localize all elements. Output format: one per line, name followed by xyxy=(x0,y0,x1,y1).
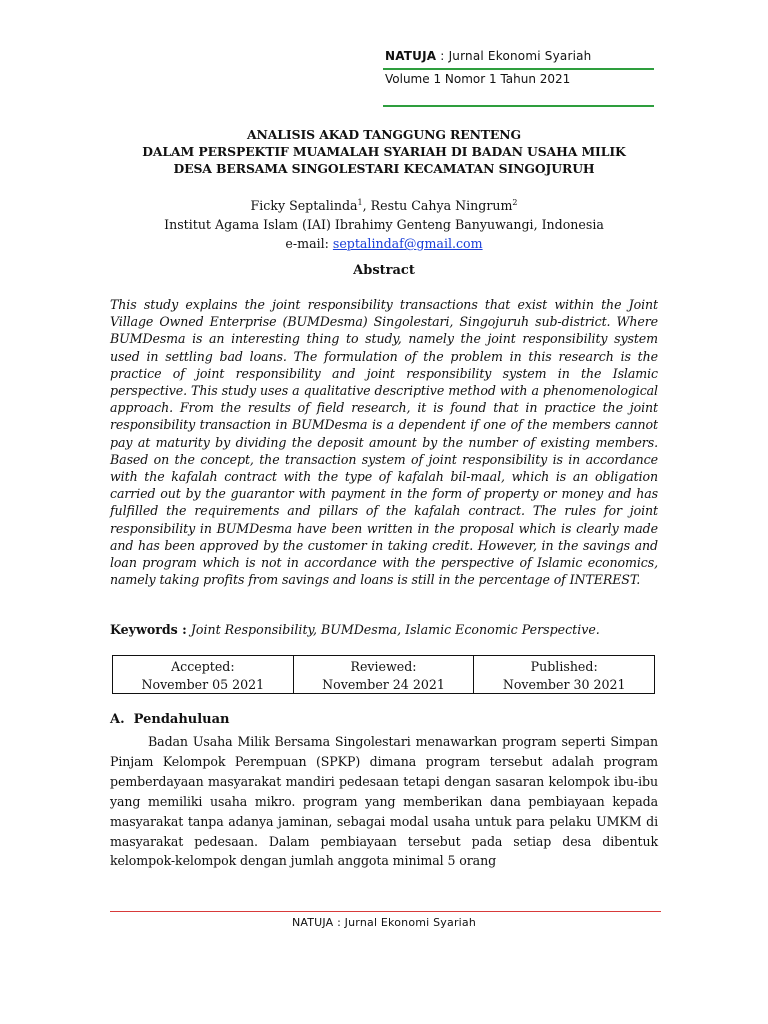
author-names xyxy=(90,193,678,215)
author-1: Ficky Septalinda xyxy=(250,198,358,214)
email-line xyxy=(90,234,678,253)
footer-journal: NATUJA : Jurnal Ekonomi Syariah xyxy=(291,916,477,929)
journal-separator: : xyxy=(436,49,449,63)
email-label: e-mail: xyxy=(285,236,333,252)
dates-table xyxy=(112,655,655,694)
journal-header xyxy=(385,49,591,63)
journal-description: Jurnal Ekonomi Syariah xyxy=(448,49,592,63)
author-2: Restu Cahya Ningrum xyxy=(370,198,513,214)
date-value: November 30 2021 xyxy=(502,677,626,692)
section-heading: A. Pendahuluan xyxy=(110,712,230,727)
journal-name: NATUJA xyxy=(385,49,437,63)
email-link[interactable]: septalindaf@gmail.com xyxy=(332,236,483,252)
date-accepted xyxy=(113,656,293,693)
footer-divider xyxy=(110,911,661,912)
title-line: ANALISIS AKAD TANGGUNG RENTENG xyxy=(247,127,521,142)
date-reviewed xyxy=(293,656,474,693)
paper-title xyxy=(90,126,678,177)
header-divider-top xyxy=(383,68,654,70)
keywords xyxy=(110,622,670,637)
author-block xyxy=(90,193,678,253)
date-published xyxy=(473,656,654,693)
abstract-text: This study explains the joint responsibility transactions that exist within the Joint Village Owned Enterprise (BUMDesma) Singolestari, Singojuruh sub-district. Where BUMDesma is an interesting thing to study, namely the joint responsibility system used in settling bad loans. The formulation of the problem in this research is the practice of joint responsibility and joint responsibility system in the Islamic perspective. This study uses a qualitative descriptive method with a phenomenological approach. From the results of field research, it is found that in practice the joint responsibility transaction in BUMDesma is a dependent if one of the members cannot pay at maturity by dividing the deposit amount by the number of existing members. Based on the concept, the transaction system of joint responsibility is in accordance with the kafalah contract with the type of kafalah bil-maal, which is an obligation carried out by the guarantor with payment in the form of property or money and has fulfilled the requirements and pillars of the kafalah contract. The rules for joint responsibility in BUMDesma have been written in the proposal which is clearly made and has been approved by the customer in taking credit. However, in the savings and loan program which is not in accordance with the perspective of Islamic economics, namely taking profits from savings and loans is still in the percentage of INTEREST. xyxy=(110,297,658,588)
date-value: November 24 2021 xyxy=(322,677,445,692)
keywords-label: Keywords : xyxy=(110,622,187,637)
date-value: November 05 2021 xyxy=(141,677,265,692)
title-line: DESA BERSAMA SINGOLESTARI KECAMATAN SINGOJURUH xyxy=(173,161,595,176)
date-label: Published: xyxy=(530,659,598,674)
date-label: Accepted: xyxy=(171,659,235,674)
author-1-affiliation: 1 xyxy=(357,198,363,207)
section-body xyxy=(110,732,658,871)
author-separator: , xyxy=(362,198,371,214)
date-label: Reviewed: xyxy=(350,659,417,674)
title-line: DALAM PERSPEKTIF MUAMALAH SYARIAH DI BADAN USAHA MILIK xyxy=(142,144,626,159)
institution: Institut Agama Islam (IAI) Ibrahimy Genteng Banyuwangi, Indonesia xyxy=(164,217,604,233)
body-paragraph: Badan Usaha Milik Bersama Singolestari menawarkan program seperti Simpan Pinjam Kelompok Perempuan (SPKP) dimana program tersebut adalah program pemberdayaan masyarakat mandiri pedesaan tetapi dengan sasaran kelompok ibu-ibu yang memiliki usaha mikro. program yang memberikan dana pembiayaan kepada masyarakat tanpa adanya jaminan, sebagai modal usaha untuk para pelaku UMKM di masyarakat pedesaan. Dalam pembiayaan tersebut pada setiap desa dibentuk kelompok-kelompok dengan jumlah anggota minimal 5 orang xyxy=(110,734,658,869)
keywords-text: Joint Responsibility, BUMDesma, Islamic Economic Perspective. xyxy=(186,622,600,637)
volume-info: Volume 1 Nomor 1 Tahun 2021 xyxy=(385,72,571,86)
author-2-affiliation: 2 xyxy=(512,198,518,207)
header-divider-bottom xyxy=(383,105,654,107)
abstract-heading: Abstract xyxy=(353,263,415,278)
